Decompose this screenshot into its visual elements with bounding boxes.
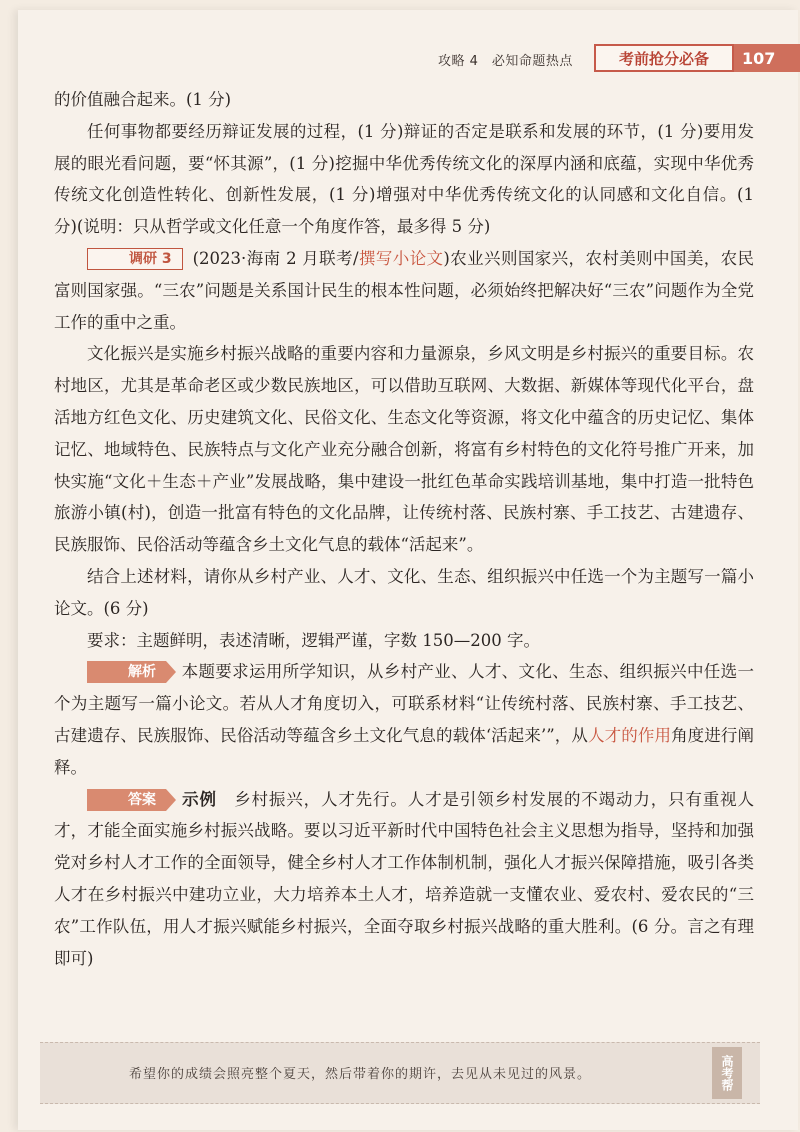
analysis-tag: 解析	[87, 661, 166, 683]
answer-text: 乡村振兴，人才先行。人才是引领乡村发展的不竭动力，只有重视人才，才能全面实施乡村振兴战略。要以习近平新时代中国特色社会主义思想为指导，坚持和加强党对乡村人才工作的全面领导，健全乡村人才工作体制机制，强化人才振兴保障措施，吸引各类人才在乡村振兴中建功立业，大力培养本土人才，培养造就一支懂农业、爱农村、爱农民的“三农”工作队伍，用人才振兴赋能乡村振兴，全面夺取乡村振兴战略的重大胜利。(6 分。言之有理即可)	[54, 789, 755, 968]
example-label: 示例	[182, 789, 217, 809]
section-label: 攻略 4 必知命题热点	[438, 54, 573, 69]
paragraph-3	[54, 243, 754, 338]
page-header	[0, 44, 800, 74]
paragraph-5: 结合上述材料，请你从乡村产业、人才、文化、生态、组织振兴中任选一个为主题写一篇小论文。(6 分)	[54, 566, 754, 618]
main-content	[54, 84, 754, 974]
banner-title: 考前抢分必备	[594, 44, 734, 72]
paragraph-6: 要求：主题鲜明，表述清晰，逻辑严谨，字数 150—200 字。	[87, 630, 540, 650]
answer-tag: 答案	[87, 789, 166, 811]
research-tag: 调研 3	[87, 248, 183, 270]
analysis-tail: 角度进行阐释。	[54, 725, 754, 777]
source-highlight: 撰写小论文	[358, 248, 444, 268]
analysis-paragraph	[54, 656, 754, 783]
footer	[40, 1042, 760, 1104]
answer-paragraph	[54, 784, 754, 975]
paragraph-3-text: )农业兴则国家兴，农村美则中国美，农民富则国家强。“三农”问题是关系国计民生的根本性问题，必须始终把解决好“三农”问题作为全党工作的重中之重。	[54, 248, 755, 332]
paragraph-1: 的价值融合起来。(1 分)	[54, 90, 232, 109]
footer-quote: 希望你的成绩会照亮整个夏天，然后带着你的期许，去见从未见过的风景。	[128, 1067, 591, 1082]
paragraph-4: 文化振兴是实施乡村振兴战略的重要内容和力量源泉，乡风文明是乡村振兴的重要目标。农村地区，尤其是革命老区或少数民族地区，可以借助互联网、大数据、新媒体等现代化平台，盘活地方红色文化、历史建筑文化、民俗文化、生态文化等资源，将文化中蕴含的历史记忆、集体记忆、地域特色、民族特点与文化产业充分融合创新，将富有乡村特色的文化符号推广开来，加快实施“文化＋生态＋产业”发展战略，集中建设一批红色革命实践培训基地，集中打造一批特色旅游小镇(村)，创造一批富有特色的文化品牌，让传统村落、民族村寨、手工技艺、古建遗存、民族服饰、民俗活动等蕴含乡土文化气息的载体“活起来”。	[54, 344, 754, 555]
source-text: (2023·海南 2 月联考/	[192, 248, 359, 268]
analysis-highlight: 人才的作用	[588, 725, 672, 745]
paragraph-2: 任何事物都要经历辩证发展的过程，(1 分)辩证的否定是联系和发展的环节，(1 分)要用发展的眼光看问题，要“怀其源”，(1 分)挖掘中华优秀传统文化的深厚内涵和底蕴，实现中华优秀传统文化创造性转化、创新性发展，(1 分)增强对中华优秀传统文化的认同感和文化自信。(1 分)(说明：只从哲学或文化任意一个角度作答，最多得 5 分)	[54, 121, 754, 237]
brand-logo: 高考帮	[712, 1047, 742, 1099]
analysis-text: 本题要求运用所学知识，从乡村产业、人才、文化、生态、组织振兴中任选一个为主题写一篇小论文。若从人才角度切入，可联系材料“让传统村落、民族村寨、手工技艺、古建遗存、民族服饰、民俗活动等蕴含乡土文化气息的载体‘活起来’”，从	[54, 662, 754, 745]
page-number: 107	[734, 44, 800, 72]
